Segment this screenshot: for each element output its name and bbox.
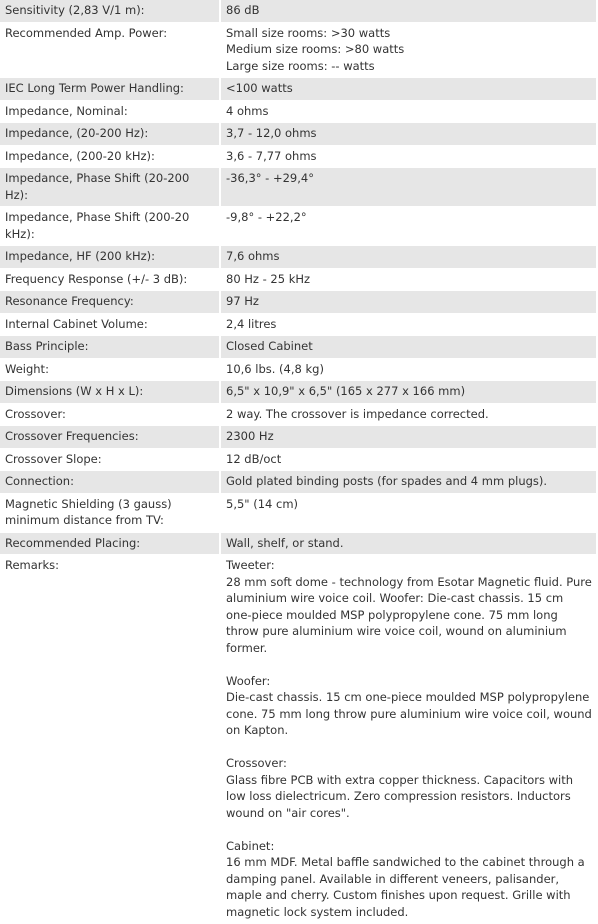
spec-label: Internal Cabinet Volume: <box>0 313 220 336</box>
spec-value-line: Wall, shelf, or stand. <box>226 535 344 550</box>
spec-value-line: 2,4 litres <box>226 316 277 331</box>
spec-label: Bass Principle: <box>0 336 220 359</box>
remarks-heading: Woofer: <box>226 673 271 688</box>
spec-value <box>220 22 596 78</box>
spec-label: Magnetic Shielding (3 gauss) minimum distance from TV: <box>0 493 220 532</box>
remarks-text: Glass fibre PCB with extra copper thickness. Capacitors with low loss dielectricum. Zero compression resistors. Inductors wound on "air cores". <box>226 772 574 820</box>
spec-row <box>0 22 596 78</box>
spec-label: Impedance, Phase Shift (200-20 kHz): <box>0 207 220 246</box>
spec-value-line: Small size rooms: >30 watts <box>226 25 391 40</box>
spec-row <box>0 145 596 168</box>
spec-row <box>0 313 596 336</box>
spec-value <box>220 100 596 123</box>
spec-row <box>0 358 596 381</box>
spec-label: Crossover Slope: <box>0 448 220 471</box>
spec-value-line: 3,7 - 12,0 ohms <box>226 126 317 140</box>
spec-value-line: <100 watts <box>226 81 293 95</box>
spec-value-line: 5,5" (14 cm) <box>226 496 299 511</box>
spec-value-line: 97 Hz <box>226 294 259 308</box>
spec-row <box>0 448 596 471</box>
spec-value <box>220 246 596 269</box>
spec-row <box>0 100 596 123</box>
remarks-block <box>226 673 592 739</box>
spec-row <box>0 246 596 269</box>
spec-value-line: 2300 Hz <box>226 429 274 443</box>
spec-value-line: 4 ohms <box>226 103 269 118</box>
remarks-text: 28 mm soft dome - technology from Esotar Magnetic fluid. Pure aluminium wire voice coil. Woofer: Die-cast chassis. 15 cm one-piece moulded MSP polypropylene cone. 75 mm long throw pure aluminium wire voice coil, wound on aluminium former. <box>226 574 592 655</box>
spec-value-line: 6,5" x 10,9" x 6,5" (165 x 277 x 166 mm) <box>226 384 466 398</box>
spec-value <box>220 168 596 207</box>
spec-value <box>220 313 596 336</box>
spec-row <box>0 403 596 426</box>
remarks-heading: Tweeter: <box>226 558 275 572</box>
spec-value <box>220 471 596 494</box>
spec-label: Impedance, (20-200 Hz): <box>0 123 220 146</box>
spec-label: Frequency Response (+/- 3 dB): <box>0 268 220 291</box>
spec-label: Recommended Placing: <box>0 532 220 555</box>
spec-row <box>0 336 596 359</box>
spec-value <box>220 207 596 246</box>
spec-value <box>220 532 596 555</box>
spec-value-line: -9,8° - +22,2° <box>226 210 307 224</box>
spec-value-line: -36,3° - +29,4° <box>226 171 314 185</box>
spec-row <box>0 532 596 555</box>
remarks-heading: Crossover: <box>226 756 287 770</box>
spec-row <box>0 78 596 101</box>
spec-label: Resonance Frequency: <box>0 291 220 314</box>
spec-value-line: 12 dB/oct <box>226 451 282 466</box>
spec-label: Impedance, (200-20 kHz): <box>0 145 220 168</box>
spec-row <box>0 168 596 207</box>
spec-value-line: Medium size rooms: >80 watts <box>226 42 405 56</box>
spec-value-line: 80 Hz - 25 kHz <box>226 271 311 286</box>
spec-value <box>220 493 596 532</box>
spec-row <box>0 291 596 314</box>
spec-label: Dimensions (W x H x L): <box>0 381 220 404</box>
spec-value <box>220 381 596 404</box>
remarks-heading: Cabinet: <box>226 838 275 853</box>
spec-value <box>220 426 596 449</box>
spec-value-line: Large size rooms: -- watts <box>226 58 375 73</box>
spec-row <box>0 0 596 22</box>
remarks-row <box>0 555 596 924</box>
remarks-block <box>226 838 592 921</box>
remarks-block <box>226 557 592 656</box>
spec-label: Impedance, Nominal: <box>0 100 220 123</box>
spec-value-line: 2 way. The crossover is impedance corrected. <box>226 406 489 421</box>
spec-value <box>220 0 596 22</box>
spec-value-line: Closed Cabinet <box>226 339 313 353</box>
spec-value <box>220 358 596 381</box>
spec-label: Weight: <box>0 358 220 381</box>
remarks-block <box>226 755 592 821</box>
spec-label: Recommended Amp. Power: <box>0 22 220 78</box>
spec-label: Crossover Frequencies: <box>0 426 220 449</box>
spec-row <box>0 123 596 146</box>
spec-label: Impedance, Phase Shift (20-200 Hz): <box>0 168 220 207</box>
spec-value <box>220 78 596 101</box>
spec-row <box>0 471 596 494</box>
remarks-value <box>220 555 596 924</box>
spec-label: Sensitivity (2,83 V/1 m): <box>0 0 220 22</box>
spec-value <box>220 291 596 314</box>
spec-value <box>220 123 596 146</box>
spec-label: Impedance, HF (200 kHz): <box>0 246 220 269</box>
spec-value-line: Gold plated binding posts (for spades and 4 mm plugs). <box>226 474 548 488</box>
remarks-text: 16 mm MDF. Metal baffle sandwiched to the cabinet through a damping panel. Available in different veneers, palisander, maple and cherry. Custom finishes upon request. Grille with magnetic lock system included. <box>226 855 585 919</box>
spec-row <box>0 426 596 449</box>
remarks-label: Remarks: <box>0 555 220 924</box>
spec-value <box>220 268 596 291</box>
spec-label: Connection: <box>0 471 220 494</box>
spec-value-line: 86 dB <box>226 3 260 17</box>
remarks-text: Die-cast chassis. 15 cm one-piece moulded MSP polypropylene cone. 75 mm long throw pure aluminium wire voice coil, wound on Kapton. <box>226 690 592 737</box>
spec-value-line: 10,6 lbs. (4,8 kg) <box>226 361 324 376</box>
spec-value <box>220 448 596 471</box>
spec-value-line: 3,6 - 7,77 ohms <box>226 148 317 163</box>
spec-row <box>0 268 596 291</box>
spec-row <box>0 207 596 246</box>
spec-label: IEC Long Term Power Handling: <box>0 78 220 101</box>
spec-value-line: 7,6 ohms <box>226 249 280 263</box>
spec-value <box>220 145 596 168</box>
spec-row <box>0 493 596 532</box>
spec-label: Crossover: <box>0 403 220 426</box>
spec-row <box>0 381 596 404</box>
spec-value <box>220 336 596 359</box>
spec-value <box>220 403 596 426</box>
